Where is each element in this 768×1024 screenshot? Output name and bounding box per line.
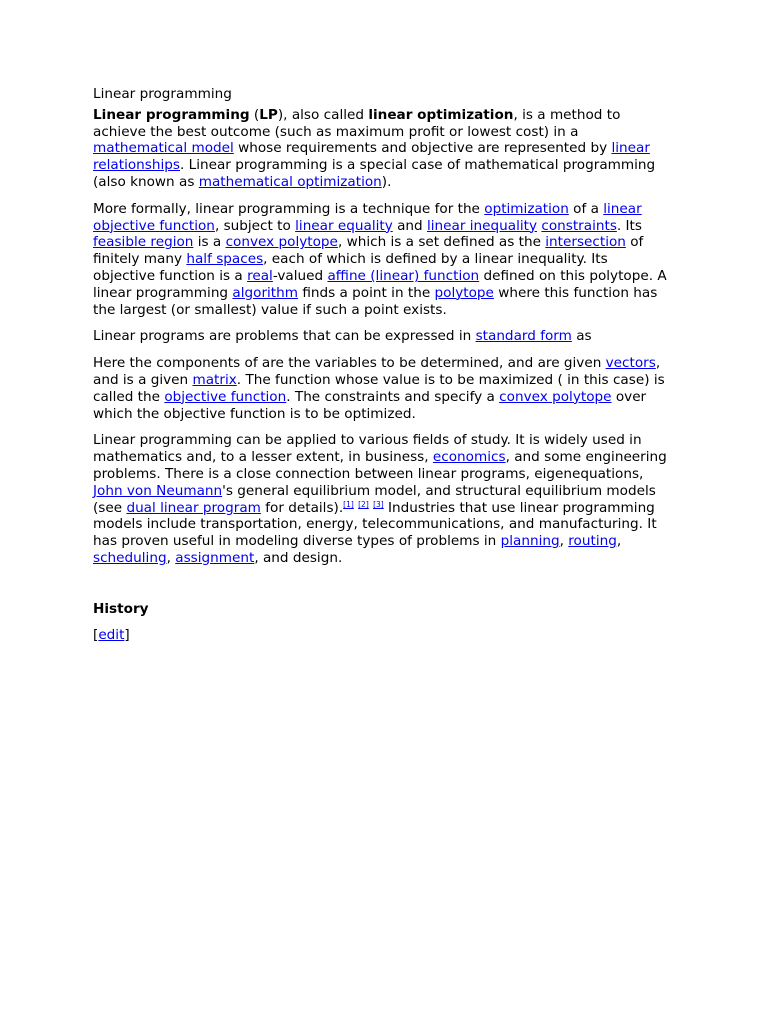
article-body <box>93 86 673 643</box>
text: is a <box>193 234 226 251</box>
text: , <box>616 533 622 550</box>
text: ). <box>381 173 392 190</box>
link-mathematical-model[interactable]: mathematical model <box>93 140 234 157</box>
term-linear-optimization: linear optimization <box>368 106 514 123</box>
link-real[interactable]: real <box>247 267 273 284</box>
text: , and is a given <box>93 355 661 388</box>
section-heading-history: History <box>93 600 149 617</box>
text: Linear programming can be applied to various fields of study. It is widely used in mathematics and, to a lesser extent, in business, <box>93 432 642 466</box>
text: , is a method to achieve the best outcome (such as maximum profit or lowest cost) in a <box>93 106 621 140</box>
text: 's general equilibrium model, and structural equilibrium models (see <box>93 482 656 516</box>
reference-link-2[interactable]: [2] <box>358 499 369 509</box>
text: , which is a set defined as the <box>337 234 546 251</box>
link-convex-polytope-2[interactable]: convex polytope <box>499 388 612 405</box>
text: whose requirements and objective are represented by <box>233 140 612 157</box>
link-objective-function-2[interactable]: objective function <box>164 388 287 405</box>
text: of finitely many <box>93 234 644 268</box>
paragraph-formal-definition <box>93 201 673 319</box>
link-planning[interactable]: planning <box>500 533 560 550</box>
text: . Linear programming is a special case of mathematical programming (also known as <box>93 157 656 190</box>
section-edit <box>93 627 673 644</box>
link-dual-linear-program[interactable]: dual linear program <box>126 499 261 516</box>
text: , <box>559 533 569 550</box>
link-constraints[interactable]: constraints <box>541 217 617 234</box>
edit-link[interactable]: edit <box>98 626 125 643</box>
text: Industries that use linear programming models include transportation, energy, telecommunications, and manufacturing. It has proven useful in modeling diverse types of problems in <box>93 499 657 550</box>
link-objective-function[interactable]: objective function <box>93 217 215 234</box>
text: for details). <box>260 499 344 516</box>
link-matrix[interactable]: matrix <box>192 371 237 388</box>
link-routing[interactable]: routing <box>568 533 617 550</box>
text: as <box>571 328 592 345</box>
text: -valued <box>272 267 328 284</box>
link-feasible-region[interactable]: feasible region <box>93 234 194 251</box>
link-half-spaces[interactable]: half spaces <box>186 251 264 268</box>
link-linear-inequality[interactable]: linear inequality <box>427 217 538 234</box>
link-algorithm[interactable]: algorithm <box>232 284 298 301</box>
text: Linear programs are problems that can be expressed in <box>93 328 476 345</box>
link-optimization[interactable]: optimization <box>484 200 569 217</box>
link-linear-equality[interactable]: linear equality <box>295 217 393 234</box>
text: finds a point in the <box>298 284 435 301</box>
text: , <box>166 549 176 566</box>
link-economics[interactable]: economics <box>432 449 506 466</box>
text: ( <box>249 106 260 123</box>
text: defined on this polytope. A linear programming <box>93 267 667 301</box>
term-linear-programming: Linear programming <box>93 106 250 123</box>
text: . The function whose value is to be maximized ( in this case) is called the <box>93 371 665 405</box>
link-assignment[interactable]: assignment <box>175 549 255 566</box>
text: . The constraints and specify a <box>286 388 500 405</box>
link-mathematical-optimization[interactable]: mathematical optimization <box>198 173 382 190</box>
text: , each of which is defined by a linear inequality. Its objective function is a <box>93 251 608 284</box>
bracket: [ <box>93 626 99 643</box>
term-lp: LP <box>259 106 278 123</box>
paragraph-standard-form <box>93 328 673 345</box>
link-intersection[interactable]: intersection <box>545 234 626 251</box>
bracket: ] <box>124 626 130 643</box>
text: , subject to <box>214 217 296 234</box>
text: over which the objective function is to be optimized. <box>93 388 647 422</box>
text: of a <box>568 200 604 217</box>
paragraph-intro <box>93 107 673 191</box>
link-vectors[interactable]: vectors <box>605 355 656 372</box>
link-john-von-neumann[interactable]: John von Neumann <box>93 482 223 499</box>
link-affine-function[interactable]: affine (linear) function <box>327 267 480 284</box>
text: ), also called <box>277 106 369 123</box>
text: , and some engineering problems. There is a close connection between linear programs, eigenequations, <box>93 449 667 482</box>
page-title: Linear programming <box>93 86 232 102</box>
text: Here the components of are the variables to be determined, and are given <box>93 355 606 372</box>
link-linear[interactable]: linear <box>603 200 642 217</box>
text: . Its <box>616 217 642 234</box>
link-linear-relationships[interactable]: linear relationships <box>93 140 650 174</box>
link-scheduling[interactable]: scheduling <box>93 549 167 566</box>
paragraph-components <box>93 355 673 422</box>
reference-link-3[interactable]: [3] <box>373 499 384 509</box>
text: , and design. <box>254 549 343 566</box>
text: More formally, linear programming is a technique for the <box>93 200 485 217</box>
link-standard-form[interactable]: standard form <box>475 328 572 345</box>
paragraph-applications <box>93 432 673 566</box>
reference-link-1[interactable]: [1] <box>343 499 354 509</box>
text: where this function has the largest (or smallest) value if such a point exists. <box>93 284 658 318</box>
link-polytope[interactable]: polytope <box>434 284 494 301</box>
text: and <box>392 217 427 234</box>
link-convex-polytope[interactable]: convex polytope <box>225 234 338 251</box>
